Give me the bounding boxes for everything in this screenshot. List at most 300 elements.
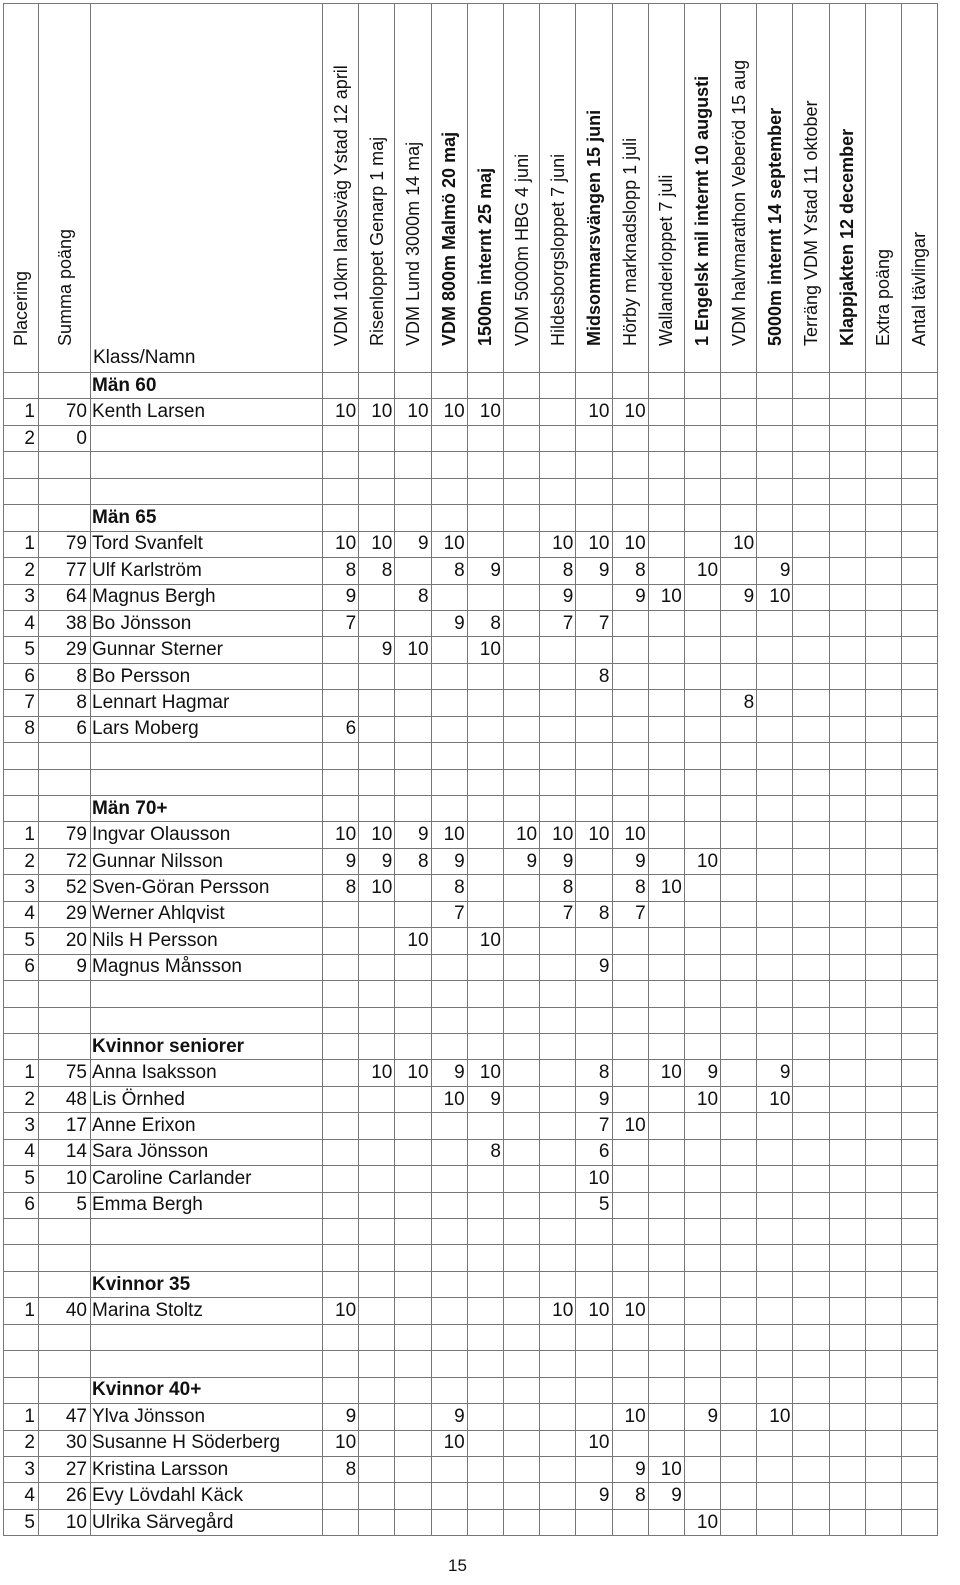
score-cell — [648, 1271, 684, 1297]
score-cell: 10 — [431, 822, 467, 848]
score-cell — [648, 954, 684, 980]
extra-cell — [865, 1377, 901, 1403]
score-cell — [793, 1086, 829, 1112]
score-cell: 9 — [540, 848, 576, 874]
score-cell — [395, 1245, 431, 1271]
score-cell: 8 — [395, 584, 431, 610]
score-cell — [431, 981, 467, 1007]
score-cell: 10 — [395, 637, 431, 663]
score-cell — [323, 1007, 359, 1033]
score-cell — [757, 1430, 793, 1456]
score-cell — [829, 716, 865, 742]
score-cell — [829, 663, 865, 689]
summa-cell: 20 — [39, 928, 91, 954]
summa-cell: 52 — [39, 875, 91, 901]
score-cell — [648, 478, 684, 504]
score-cell — [467, 1351, 503, 1377]
score-cell — [576, 1377, 612, 1403]
score-cell — [829, 848, 865, 874]
name-cell — [91, 478, 323, 504]
score-cell — [467, 1166, 503, 1192]
score-cell — [467, 875, 503, 901]
score-cell — [612, 1324, 648, 1350]
placering-cell — [4, 1271, 39, 1297]
score-cell — [467, 1219, 503, 1245]
score-cell — [721, 558, 757, 584]
score-cell — [323, 1377, 359, 1403]
extra-cell — [865, 637, 901, 663]
score-cell — [684, 690, 720, 716]
score-cell — [612, 505, 648, 531]
score-cell — [829, 1404, 865, 1430]
score-cell — [684, 1324, 720, 1350]
score-cell — [467, 1509, 503, 1535]
score-cell — [359, 1192, 395, 1218]
score-cell — [540, 796, 576, 822]
score-cell — [576, 584, 612, 610]
score-cell — [431, 1113, 467, 1139]
score-cell: 8 — [576, 663, 612, 689]
empty-row — [4, 981, 938, 1007]
score-cell — [395, 478, 431, 504]
score-cell — [576, 769, 612, 795]
score-cell — [467, 1430, 503, 1456]
header-placering: Placering — [4, 4, 39, 373]
score-cell — [721, 822, 757, 848]
antal-cell — [901, 1430, 937, 1456]
score-cell: 9 — [359, 637, 395, 663]
summa-cell: 70 — [39, 399, 91, 425]
summa-cell: 10 — [39, 1166, 91, 1192]
score-cell — [467, 373, 503, 399]
placering-cell — [4, 1219, 39, 1245]
score-cell — [721, 478, 757, 504]
score-cell: 9 — [684, 1404, 720, 1430]
score-cell — [793, 1113, 829, 1139]
placering-cell — [4, 796, 39, 822]
score-cell — [721, 954, 757, 980]
score-cell — [540, 1192, 576, 1218]
score-cell — [612, 716, 648, 742]
score-cell — [721, 1430, 757, 1456]
score-cell — [359, 425, 395, 451]
summa-cell: 40 — [39, 1298, 91, 1324]
score-cell — [829, 769, 865, 795]
score-cell — [829, 954, 865, 980]
name-cell — [91, 1324, 323, 1350]
score-cell — [721, 1245, 757, 1271]
score-cell — [323, 981, 359, 1007]
score-cell — [540, 1033, 576, 1059]
antal-cell — [901, 505, 937, 531]
extra-cell — [865, 1324, 901, 1350]
score-cell — [467, 1324, 503, 1350]
score-cell — [793, 1404, 829, 1430]
group-header-row — [4, 1271, 938, 1297]
score-cell: 7 — [540, 901, 576, 927]
score-cell — [503, 901, 539, 927]
score-cell — [648, 901, 684, 927]
name-cell — [91, 1007, 323, 1033]
extra-cell — [865, 558, 901, 584]
antal-cell — [901, 901, 937, 927]
score-cell — [431, 1377, 467, 1403]
score-cell — [757, 716, 793, 742]
score-cell — [612, 452, 648, 478]
placering-cell: 3 — [4, 584, 39, 610]
score-cell — [829, 1298, 865, 1324]
score-cell — [829, 478, 865, 504]
score-cell — [793, 1245, 829, 1271]
score-cell: 8 — [467, 610, 503, 636]
score-cell — [648, 373, 684, 399]
placering-cell: 2 — [4, 1430, 39, 1456]
extra-cell — [865, 848, 901, 874]
score-cell — [395, 1483, 431, 1509]
score-cell — [829, 822, 865, 848]
placering-cell: 1 — [4, 399, 39, 425]
score-cell — [793, 584, 829, 610]
score-cell — [829, 796, 865, 822]
score-cell — [576, 1033, 612, 1059]
table-row — [4, 690, 938, 716]
summa-cell: 6 — [39, 716, 91, 742]
score-cell — [576, 716, 612, 742]
score-cell — [793, 690, 829, 716]
antal-cell — [901, 399, 937, 425]
score-cell — [540, 1509, 576, 1535]
header-event-9: Hörby marknadslopp 1 juli — [612, 4, 648, 373]
header-event-7: Hildesborgsloppet 7 juni — [540, 4, 576, 373]
score-cell — [503, 716, 539, 742]
score-cell — [359, 743, 395, 769]
group-label: Män 65 — [91, 505, 323, 531]
score-cell — [829, 1086, 865, 1112]
score-cell — [503, 505, 539, 531]
score-cell — [612, 1007, 648, 1033]
score-cell — [793, 637, 829, 663]
score-cell — [793, 1456, 829, 1482]
score-cell — [829, 1351, 865, 1377]
score-cell — [467, 1483, 503, 1509]
score-cell — [323, 637, 359, 663]
score-cell: 10 — [757, 1086, 793, 1112]
extra-cell — [865, 1139, 901, 1165]
score-cell: 9 — [612, 1456, 648, 1482]
score-cell: 8 — [612, 1483, 648, 1509]
athlete-name: Bo Persson — [91, 663, 323, 689]
score-cell — [503, 690, 539, 716]
score-cell — [576, 1219, 612, 1245]
placering-cell — [4, 373, 39, 399]
score-cell: 10 — [431, 399, 467, 425]
athlete-name: Evy Lövdahl Käck — [91, 1483, 323, 1509]
score-cell — [793, 716, 829, 742]
extra-cell — [865, 1456, 901, 1482]
score-cell — [467, 743, 503, 769]
score-cell — [684, 531, 720, 557]
score-cell — [395, 1086, 431, 1112]
score-cell — [612, 796, 648, 822]
score-cell — [395, 1113, 431, 1139]
score-cell — [431, 1166, 467, 1192]
score-cell — [359, 1271, 395, 1297]
score-cell — [540, 399, 576, 425]
header-event-4: VDM 800m Malmö 20 maj — [431, 4, 467, 373]
extra-cell — [865, 822, 901, 848]
score-cell — [503, 1351, 539, 1377]
score-cell — [757, 610, 793, 636]
score-cell — [503, 1113, 539, 1139]
summa-cell — [39, 1007, 91, 1033]
summa-cell: 48 — [39, 1086, 91, 1112]
score-cell — [757, 1351, 793, 1377]
score-cell: 10 — [323, 1298, 359, 1324]
score-cell: 10 — [684, 848, 720, 874]
athlete-name: Caroline Carlander — [91, 1166, 323, 1192]
score-cell — [721, 796, 757, 822]
score-cell — [793, 822, 829, 848]
summa-cell: 38 — [39, 610, 91, 636]
score-cell — [540, 1377, 576, 1403]
summa-cell: 17 — [39, 1113, 91, 1139]
extra-cell — [865, 399, 901, 425]
table-row — [4, 848, 938, 874]
score-cell — [359, 1007, 395, 1033]
score-cell — [648, 1298, 684, 1324]
athlete-name: Sven-Göran Persson — [91, 875, 323, 901]
score-cell — [793, 425, 829, 451]
score-cell — [684, 663, 720, 689]
score-cell — [395, 452, 431, 478]
athlete-name: Lars Moberg — [91, 716, 323, 742]
athlete-name: Magnus Bergh — [91, 584, 323, 610]
score-cell — [612, 1192, 648, 1218]
score-cell — [721, 1086, 757, 1112]
group-header-row — [4, 373, 938, 399]
score-cell — [576, 478, 612, 504]
antal-cell — [901, 1324, 937, 1350]
score-cell — [793, 1007, 829, 1033]
score-cell — [540, 1324, 576, 1350]
summa-cell: 0 — [39, 425, 91, 451]
score-cell — [323, 928, 359, 954]
score-cell — [323, 1086, 359, 1112]
score-cell — [648, 425, 684, 451]
extra-cell — [865, 1483, 901, 1509]
score-cell: 7 — [576, 610, 612, 636]
score-cell — [359, 452, 395, 478]
score-cell — [793, 1509, 829, 1535]
score-cell — [359, 1139, 395, 1165]
extra-cell — [865, 425, 901, 451]
score-cell — [431, 1351, 467, 1377]
antal-cell — [901, 1007, 937, 1033]
score-cell — [503, 1483, 539, 1509]
table-row — [4, 1483, 938, 1509]
score-cell — [721, 399, 757, 425]
antal-cell — [901, 1086, 937, 1112]
score-cell: 10 — [359, 531, 395, 557]
extra-cell — [865, 1430, 901, 1456]
score-cell — [359, 690, 395, 716]
athlete-name: Ulrika Särvegård — [91, 1509, 323, 1535]
score-cell — [757, 1139, 793, 1165]
score-cell: 7 — [431, 901, 467, 927]
score-cell — [395, 1192, 431, 1218]
antal-cell — [901, 1219, 937, 1245]
score-cell: 10 — [576, 531, 612, 557]
name-cell — [91, 452, 323, 478]
summa-cell: 8 — [39, 690, 91, 716]
score-cell — [503, 584, 539, 610]
score-cell — [576, 981, 612, 1007]
antal-cell — [901, 1404, 937, 1430]
score-cell — [503, 1007, 539, 1033]
score-cell — [757, 1245, 793, 1271]
score-cell — [395, 1271, 431, 1297]
score-cell — [648, 663, 684, 689]
score-cell: 10 — [431, 531, 467, 557]
score-cell — [684, 1271, 720, 1297]
score-cell — [721, 928, 757, 954]
score-cell — [721, 1192, 757, 1218]
score-cell — [793, 875, 829, 901]
score-cell — [359, 1245, 395, 1271]
score-cell — [431, 769, 467, 795]
score-cell — [576, 690, 612, 716]
score-cell — [467, 478, 503, 504]
score-cell — [395, 558, 431, 584]
score-cell — [323, 1324, 359, 1350]
athlete-name: Werner Ahlqvist — [91, 901, 323, 927]
score-cell — [467, 769, 503, 795]
score-cell — [757, 1192, 793, 1218]
score-cell — [540, 1483, 576, 1509]
antal-cell — [901, 690, 937, 716]
score-cell — [503, 1509, 539, 1535]
score-cell — [684, 1377, 720, 1403]
score-cell — [829, 981, 865, 1007]
score-cell — [684, 954, 720, 980]
score-cell — [757, 478, 793, 504]
score-cell — [721, 1324, 757, 1350]
score-cell — [323, 1219, 359, 1245]
score-cell: 9 — [576, 1086, 612, 1112]
score-cell: 10 — [395, 928, 431, 954]
score-cell — [721, 716, 757, 742]
name-cell — [91, 743, 323, 769]
score-cell — [684, 716, 720, 742]
score-cell — [503, 1086, 539, 1112]
score-cell — [467, 796, 503, 822]
extra-cell — [865, 928, 901, 954]
score-cell — [431, 452, 467, 478]
score-cell: 10 — [503, 822, 539, 848]
score-cell — [684, 425, 720, 451]
antal-cell — [901, 1509, 937, 1535]
athlete-name: Lis Örnhed — [91, 1086, 323, 1112]
score-cell — [829, 1060, 865, 1086]
score-cell — [648, 1430, 684, 1456]
score-cell — [359, 1166, 395, 1192]
placering-cell: 4 — [4, 1139, 39, 1165]
score-cell — [757, 743, 793, 769]
score-cell — [757, 981, 793, 1007]
score-cell — [721, 1483, 757, 1509]
score-cell — [323, 373, 359, 399]
score-cell — [757, 901, 793, 927]
score-cell — [721, 848, 757, 874]
score-cell — [793, 743, 829, 769]
extra-cell — [865, 610, 901, 636]
score-cell — [503, 452, 539, 478]
score-cell — [648, 1192, 684, 1218]
score-cell — [793, 1430, 829, 1456]
extra-cell — [865, 584, 901, 610]
score-cell — [829, 1377, 865, 1403]
athlete-name: Ylva Jönsson — [91, 1404, 323, 1430]
score-cell — [540, 1351, 576, 1377]
header-row — [4, 4, 938, 373]
score-cell — [648, 1245, 684, 1271]
score-cell — [721, 1404, 757, 1430]
score-cell: 10 — [467, 399, 503, 425]
score-cell: 10 — [323, 1430, 359, 1456]
score-cell — [612, 637, 648, 663]
group-header-row — [4, 1377, 938, 1403]
empty-row — [4, 1245, 938, 1271]
summa-cell: 64 — [39, 584, 91, 610]
score-cell — [395, 1166, 431, 1192]
extra-cell — [865, 743, 901, 769]
score-cell — [540, 1060, 576, 1086]
score-cell — [467, 954, 503, 980]
placering-cell: 1 — [4, 1298, 39, 1324]
placering-cell: 3 — [4, 875, 39, 901]
score-cell — [721, 1166, 757, 1192]
score-cell: 7 — [612, 901, 648, 927]
score-cell — [793, 1166, 829, 1192]
score-cell — [721, 1298, 757, 1324]
score-cell: 10 — [576, 1430, 612, 1456]
extra-cell — [865, 1298, 901, 1324]
extra-cell — [865, 690, 901, 716]
score-cell: 9 — [648, 1483, 684, 1509]
score-cell — [793, 928, 829, 954]
score-cell — [793, 1033, 829, 1059]
table-row — [4, 531, 938, 557]
score-cell — [648, 1404, 684, 1430]
score-cell — [612, 1245, 648, 1271]
score-cell — [757, 1377, 793, 1403]
group-header-row — [4, 505, 938, 531]
score-cell — [829, 373, 865, 399]
score-cell — [359, 1219, 395, 1245]
score-cell: 10 — [323, 822, 359, 848]
score-cell — [576, 848, 612, 874]
score-cell — [431, 637, 467, 663]
score-cell — [612, 1271, 648, 1297]
score-cell — [721, 1377, 757, 1403]
summa-cell: 5 — [39, 1192, 91, 1218]
score-cell — [576, 637, 612, 663]
score-cell — [684, 743, 720, 769]
score-cell — [757, 505, 793, 531]
score-cell: 9 — [576, 1483, 612, 1509]
antal-cell — [901, 663, 937, 689]
antal-cell — [901, 478, 937, 504]
